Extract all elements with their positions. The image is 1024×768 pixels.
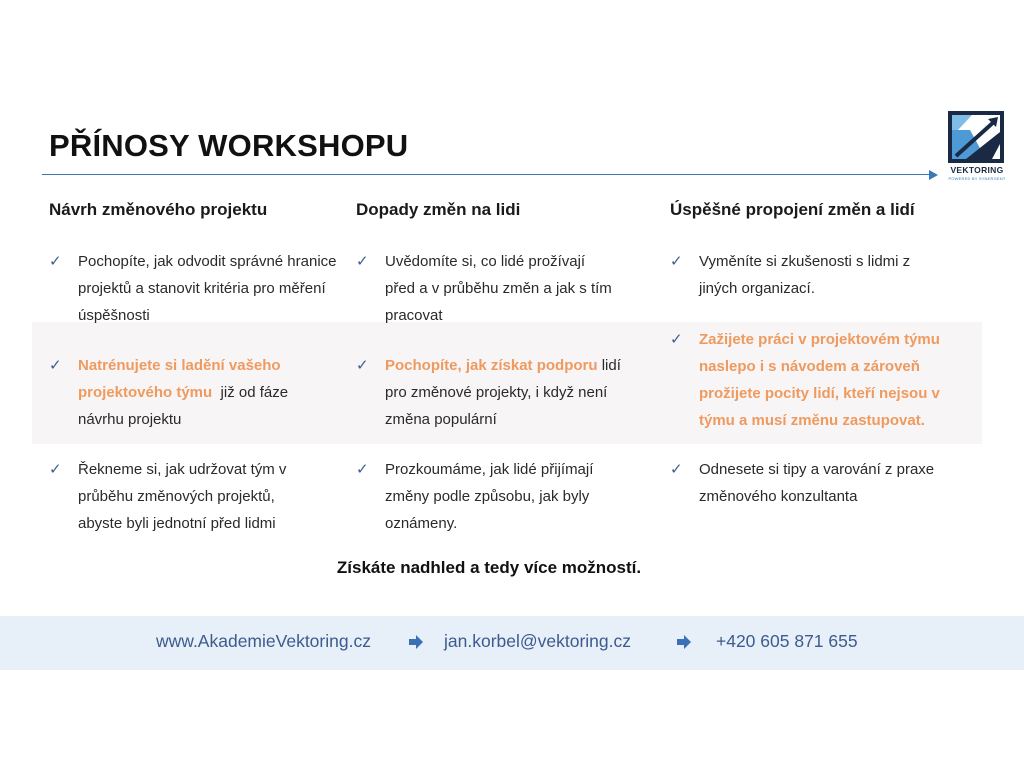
logo-tagline: POWERED BY SYNERGENT: [948, 176, 1006, 181]
benefit-item: [670, 248, 945, 302]
email-link[interactable]: jan.korbel@vektoring.cz: [444, 631, 632, 651]
arrow-right-icon: [408, 634, 424, 650]
check-icon: ✓: [670, 253, 683, 270]
benefit-text: [78, 456, 319, 537]
benefit-item: [356, 456, 626, 537]
check-icon: ✓: [49, 357, 62, 374]
check-icon: ✓: [49, 253, 62, 270]
benefit-text: [385, 248, 616, 329]
check-icon: ✓: [670, 461, 683, 478]
benefit-text-part: Prozkoumáme, jak lidé přijímají změny podle způsobu, jak byly oznámeny.: [385, 461, 594, 532]
page-title: PŘÍNOSY WORKSHOPU: [49, 128, 409, 163]
logo-name: VEKTORING: [950, 165, 1004, 175]
column-heading-1: Návrh změnového projektu: [49, 200, 268, 219]
benefit-text-part: Odnesete si tipy a varování z praxe změnového konzultanta: [699, 461, 935, 505]
benefit-text-part: Pochopíte, jak odvodit správné hranice projektů a stanovit kritéria pro měření úspěšnosti: [78, 253, 337, 324]
check-icon: ✓: [356, 253, 369, 270]
benefit-text-part: Uvědomíte si, co lidé prožívají před a v průběhu změn a jak s tím pracovat: [385, 253, 612, 324]
benefit-item: [49, 352, 319, 433]
benefit-text-highlight: Zažijete práci v projektovém týmu naslepo i s návodem a zároveň prožijete pocity lidí, kteří nejsou v týmu a musí změnu zastupovat.: [699, 331, 940, 429]
benefit-item: [356, 352, 626, 433]
arrow-right-icon: [676, 634, 692, 650]
benefit-text: [699, 456, 970, 510]
summary-text: Získáte nadhled a tedy více možností.: [336, 558, 642, 577]
title-rule-arrowhead: [929, 170, 938, 180]
benefit-item: [49, 248, 339, 329]
benefit-item: [49, 456, 319, 537]
phone-number[interactable]: +420 605 871 655: [716, 631, 858, 651]
benefit-text: [385, 456, 626, 537]
benefit-text: [78, 248, 339, 329]
benefit-text-part: Vyměníte si zkušenosti s lidmi z jiných organizací.: [699, 253, 911, 297]
title-rule: [42, 174, 932, 175]
benefit-item: [670, 456, 970, 510]
column-heading-2: Dopady změn na lidi: [356, 200, 521, 219]
benefit-text: [699, 326, 970, 434]
benefit-text-part: již od fáze návrhu projektu: [78, 384, 293, 428]
benefit-text-part: lidí pro změnové projekty, i když není změna populární: [385, 357, 621, 428]
check-icon: ✓: [49, 461, 62, 478]
check-icon: ✓: [670, 331, 683, 348]
benefit-text-highlight: Natrénujete si ladění vašeho projektového týmu: [78, 357, 281, 401]
benefit-text-part: Řekneme si, jak udržovat tým v průběhu změnových projektů, abyste byli jednotní před lidmi: [78, 461, 287, 532]
benefit-text: [385, 352, 626, 433]
benefit-item: [356, 248, 616, 329]
benefit-text-highlight: Pochopíte, jak získat podporu: [385, 357, 598, 374]
benefit-item: [670, 326, 970, 434]
benefit-text: [699, 248, 945, 302]
check-icon: ✓: [356, 357, 369, 374]
benefit-text: [78, 352, 319, 433]
check-icon: ✓: [356, 461, 369, 478]
column-heading-3: Úspěšné propojení změn a lidí: [670, 200, 915, 219]
website-link[interactable]: www.AkademieVektoring.cz: [156, 631, 371, 651]
